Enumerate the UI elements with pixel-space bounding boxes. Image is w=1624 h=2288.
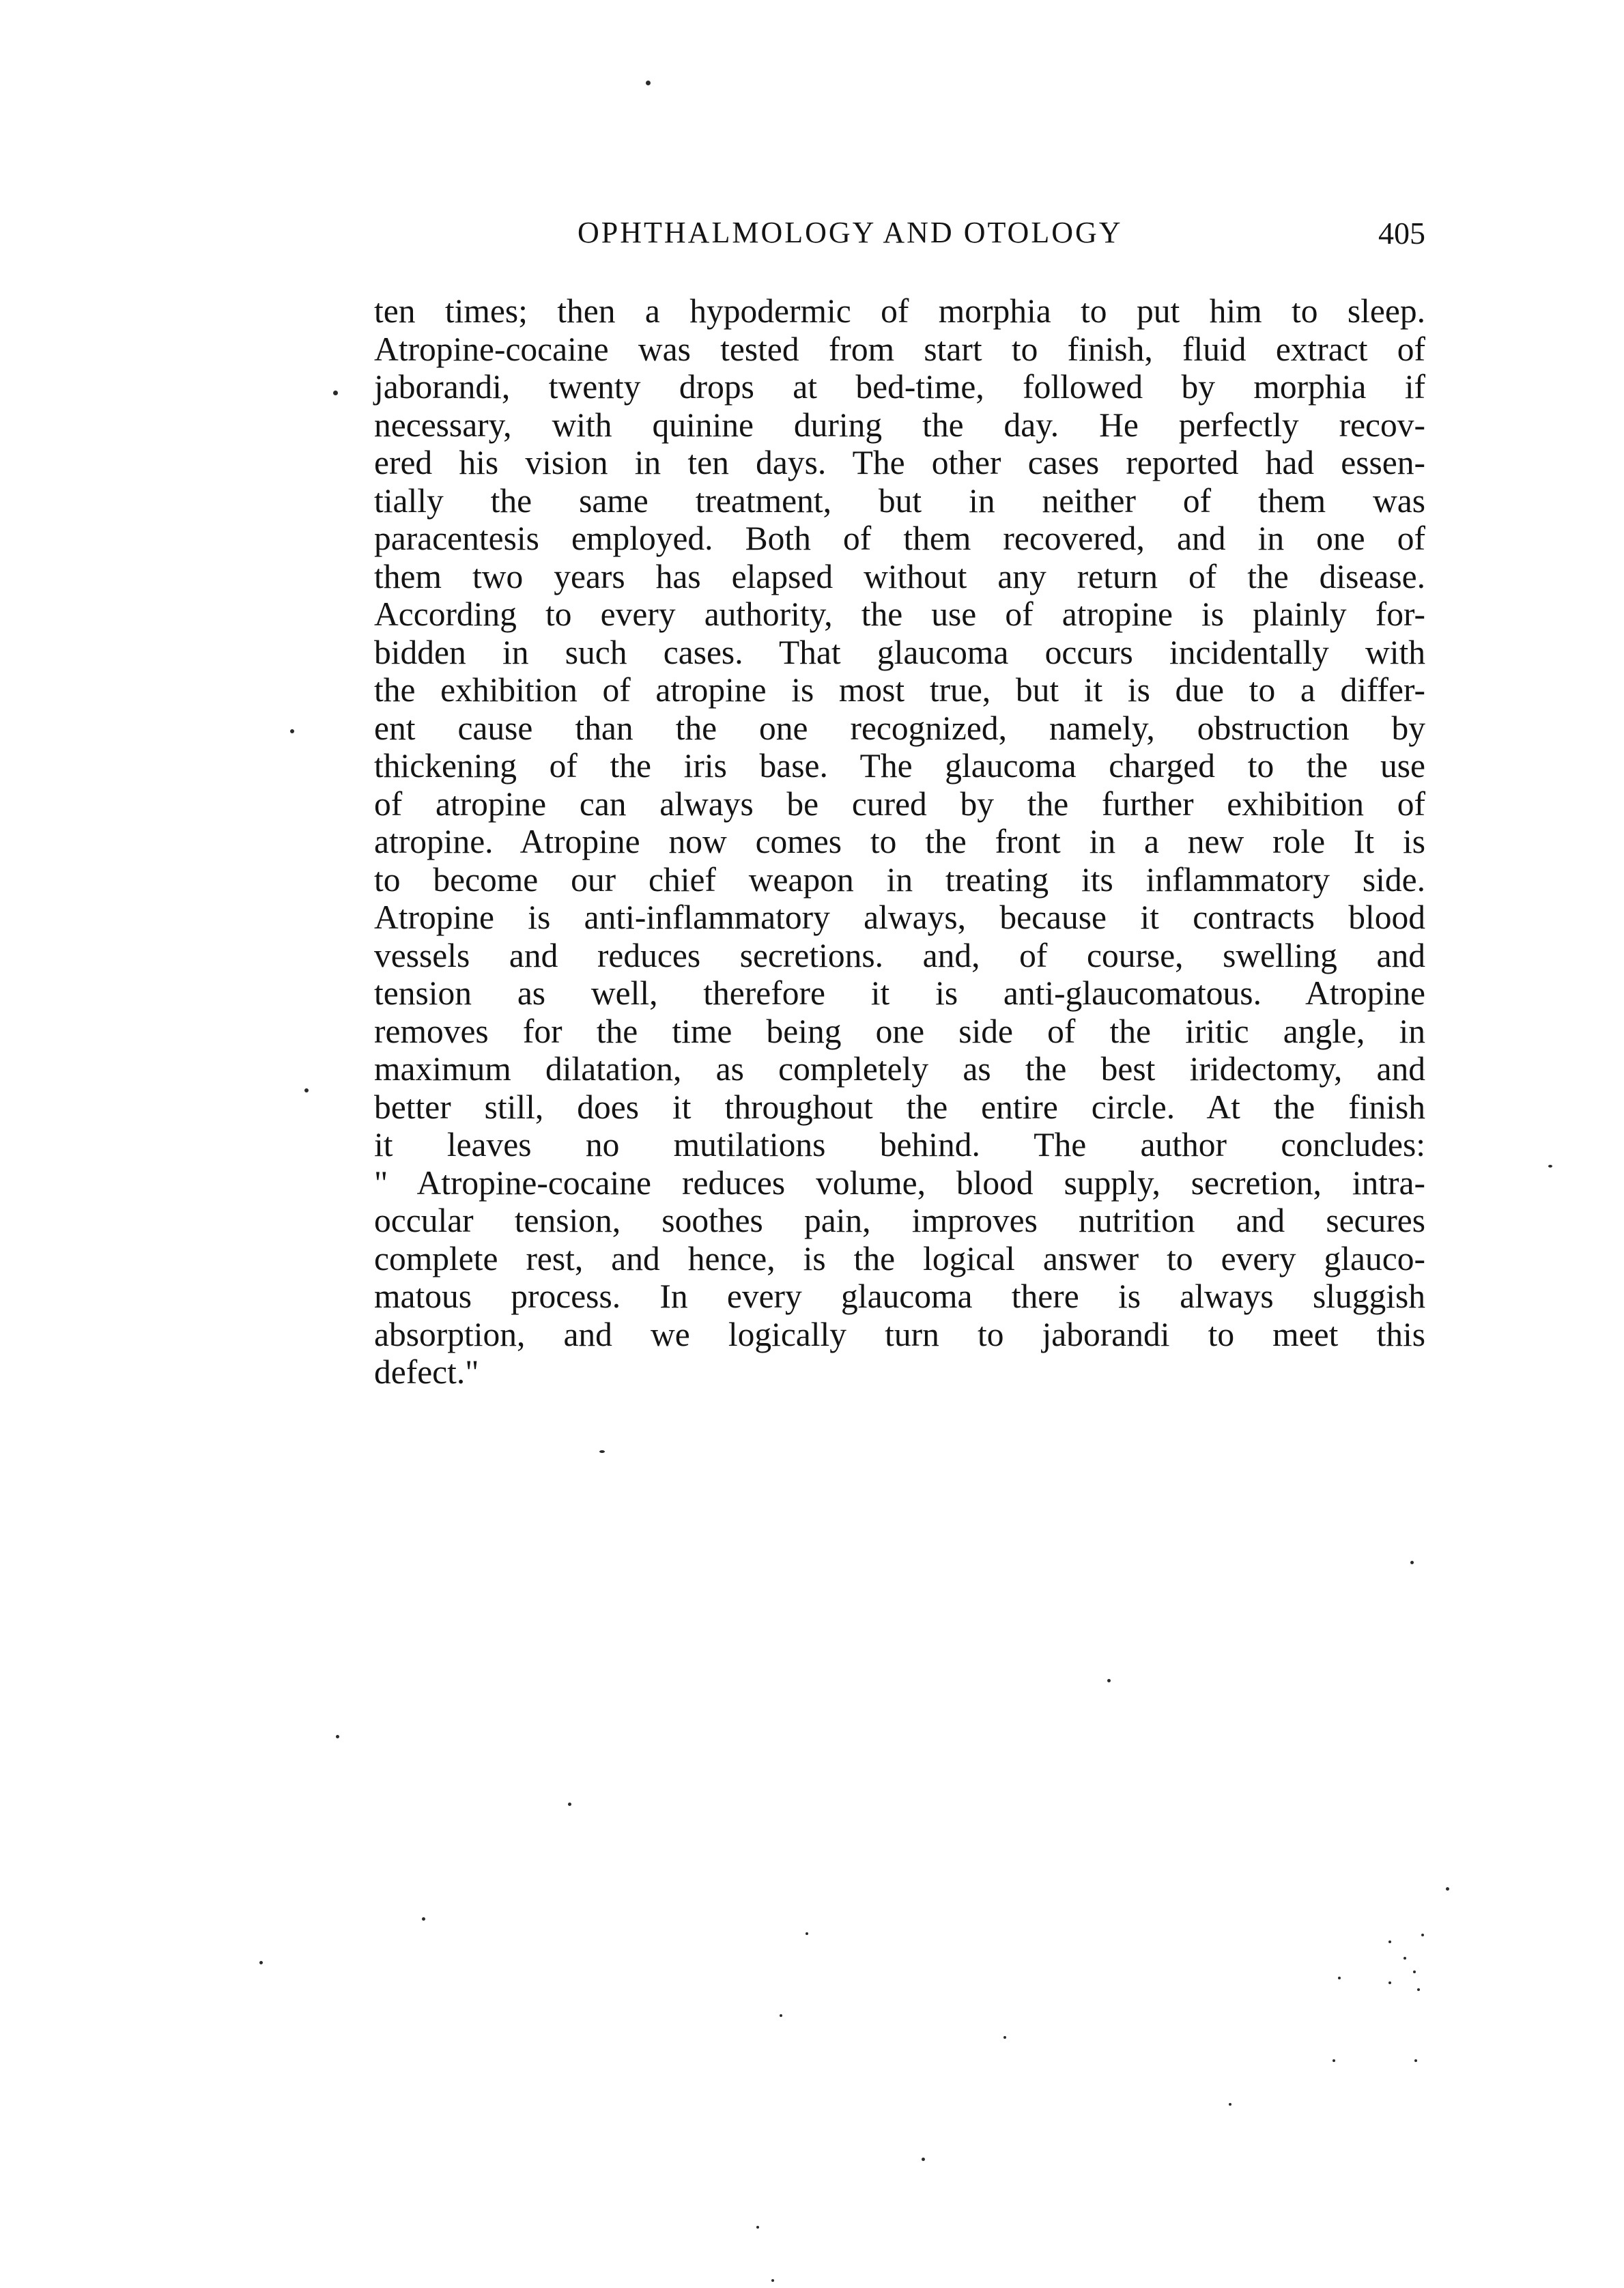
text-line: complete rest, and hence, is the logical answer to every glauco- <box>374 1239 1425 1277</box>
scan-speck <box>771 2279 774 2282</box>
scan-speck <box>599 1450 605 1453</box>
body-text <box>374 292 1425 1392</box>
running-title: OPHTHALMOLOGY AND OTOLOGY <box>578 216 1123 249</box>
scan-speck <box>1388 1940 1391 1943</box>
scan-speck <box>568 1803 571 1806</box>
text-line: it leaves no mutilations behind. The author concludes: <box>374 1126 1425 1163</box>
text-line: tially the same treatment, but in neither of them was <box>374 481 1425 520</box>
scan-speck <box>1414 2059 1417 2062</box>
text-line: According to every authority, the use of atropine is plainly for- <box>374 595 1425 633</box>
scan-speck <box>422 1917 425 1921</box>
text-line: absorption, and we logically turn to jaborandi to meet this <box>374 1315 1425 1353</box>
scan-speck <box>1446 1887 1449 1891</box>
text-line: them two years has elapsed without any return of the disease. <box>374 557 1425 595</box>
text-line: thickening of the iris base. The glaucoma charged to the use <box>374 747 1425 785</box>
text-line: ered his vision in ten days. The other cases reported had essen- <box>374 444 1425 481</box>
text-line: maximum dilatation, as completely as the best iridectomy, and <box>374 1050 1425 1088</box>
scan-speck <box>290 729 294 733</box>
scan-speck <box>1404 1957 1406 1960</box>
scan-speck <box>1333 2059 1335 2062</box>
scan-speck <box>1388 1981 1391 1984</box>
scan-speck <box>922 2158 925 2161</box>
text-line: atropine. Atropine now comes to the front in a new role It is <box>374 823 1425 860</box>
scan-speck <box>1413 1971 1416 1973</box>
text-line: tension as well, therefore it is anti-glaucomatous. Atropine <box>374 974 1425 1012</box>
running-head <box>374 215 1425 256</box>
scan-speck <box>333 391 338 395</box>
text-line: removes for the time being one side of the iritic angle, in <box>374 1012 1425 1050</box>
text-line: " Atropine-cocaine reduces volume, blood supply, secretion, intra- <box>374 1163 1425 1202</box>
text-line: jaborandi, twenty drops at bed-time, followed by morphia if <box>374 368 1425 406</box>
scan-speck <box>1417 1988 1420 1991</box>
text-line: occular tension, soothes pain, improves nutrition and secures <box>374 1202 1425 1239</box>
text-line: bidden in such cases. That glaucoma occurs incidentally with <box>374 633 1425 671</box>
scan-speck <box>756 2226 759 2229</box>
scan-speck <box>1421 1934 1424 1936</box>
text-line: necessary, with quinine during the day. He perfectly recov- <box>374 406 1425 444</box>
text-line: to become our chief weapon in treating its inflammatory side. <box>374 860 1425 899</box>
scan-speck <box>336 1735 339 1738</box>
text-line: better still, does it throughout the entire circle. At the finish <box>374 1088 1425 1126</box>
scan-speck <box>1107 1679 1111 1682</box>
scan-speck <box>1548 1165 1552 1168</box>
scan-speck <box>259 1961 263 1964</box>
scan-speck <box>1229 2103 1231 2106</box>
scan-speck <box>646 81 651 85</box>
text-line: the exhibition of atropine is most true, but it is due to a differ- <box>374 671 1425 709</box>
scan-speck <box>1338 1977 1341 1979</box>
text-line: Atropine-cocaine was tested from start to finish, fluid extract of <box>374 330 1425 368</box>
page-number: 405 <box>1378 216 1425 251</box>
text-line: of atropine can always be cured by the further exhibition of <box>374 785 1425 823</box>
scan-speck <box>780 2014 782 2017</box>
text-line: vessels and reduces secretions. and, of course, swelling and <box>374 936 1425 974</box>
scan-speck <box>1003 2036 1006 2039</box>
text-line: paracentesis employed. Both of them recovered, and in one of <box>374 520 1425 557</box>
scan-speck <box>806 1932 808 1935</box>
text-line: defect." <box>374 1353 479 1391</box>
text-line: ten times; then a hypodermic of morphia to put him to sleep. <box>374 292 1425 330</box>
scan-speck <box>1410 1561 1414 1564</box>
text-line: matous process. In every glaucoma there is always sluggish <box>374 1277 1425 1315</box>
text-line: ent cause than the one recognized, namely, obstruction by <box>374 709 1425 747</box>
text-line: Atropine is anti-inflammatory always, because it contracts blood <box>374 899 1425 936</box>
scan-speck <box>304 1088 309 1092</box>
